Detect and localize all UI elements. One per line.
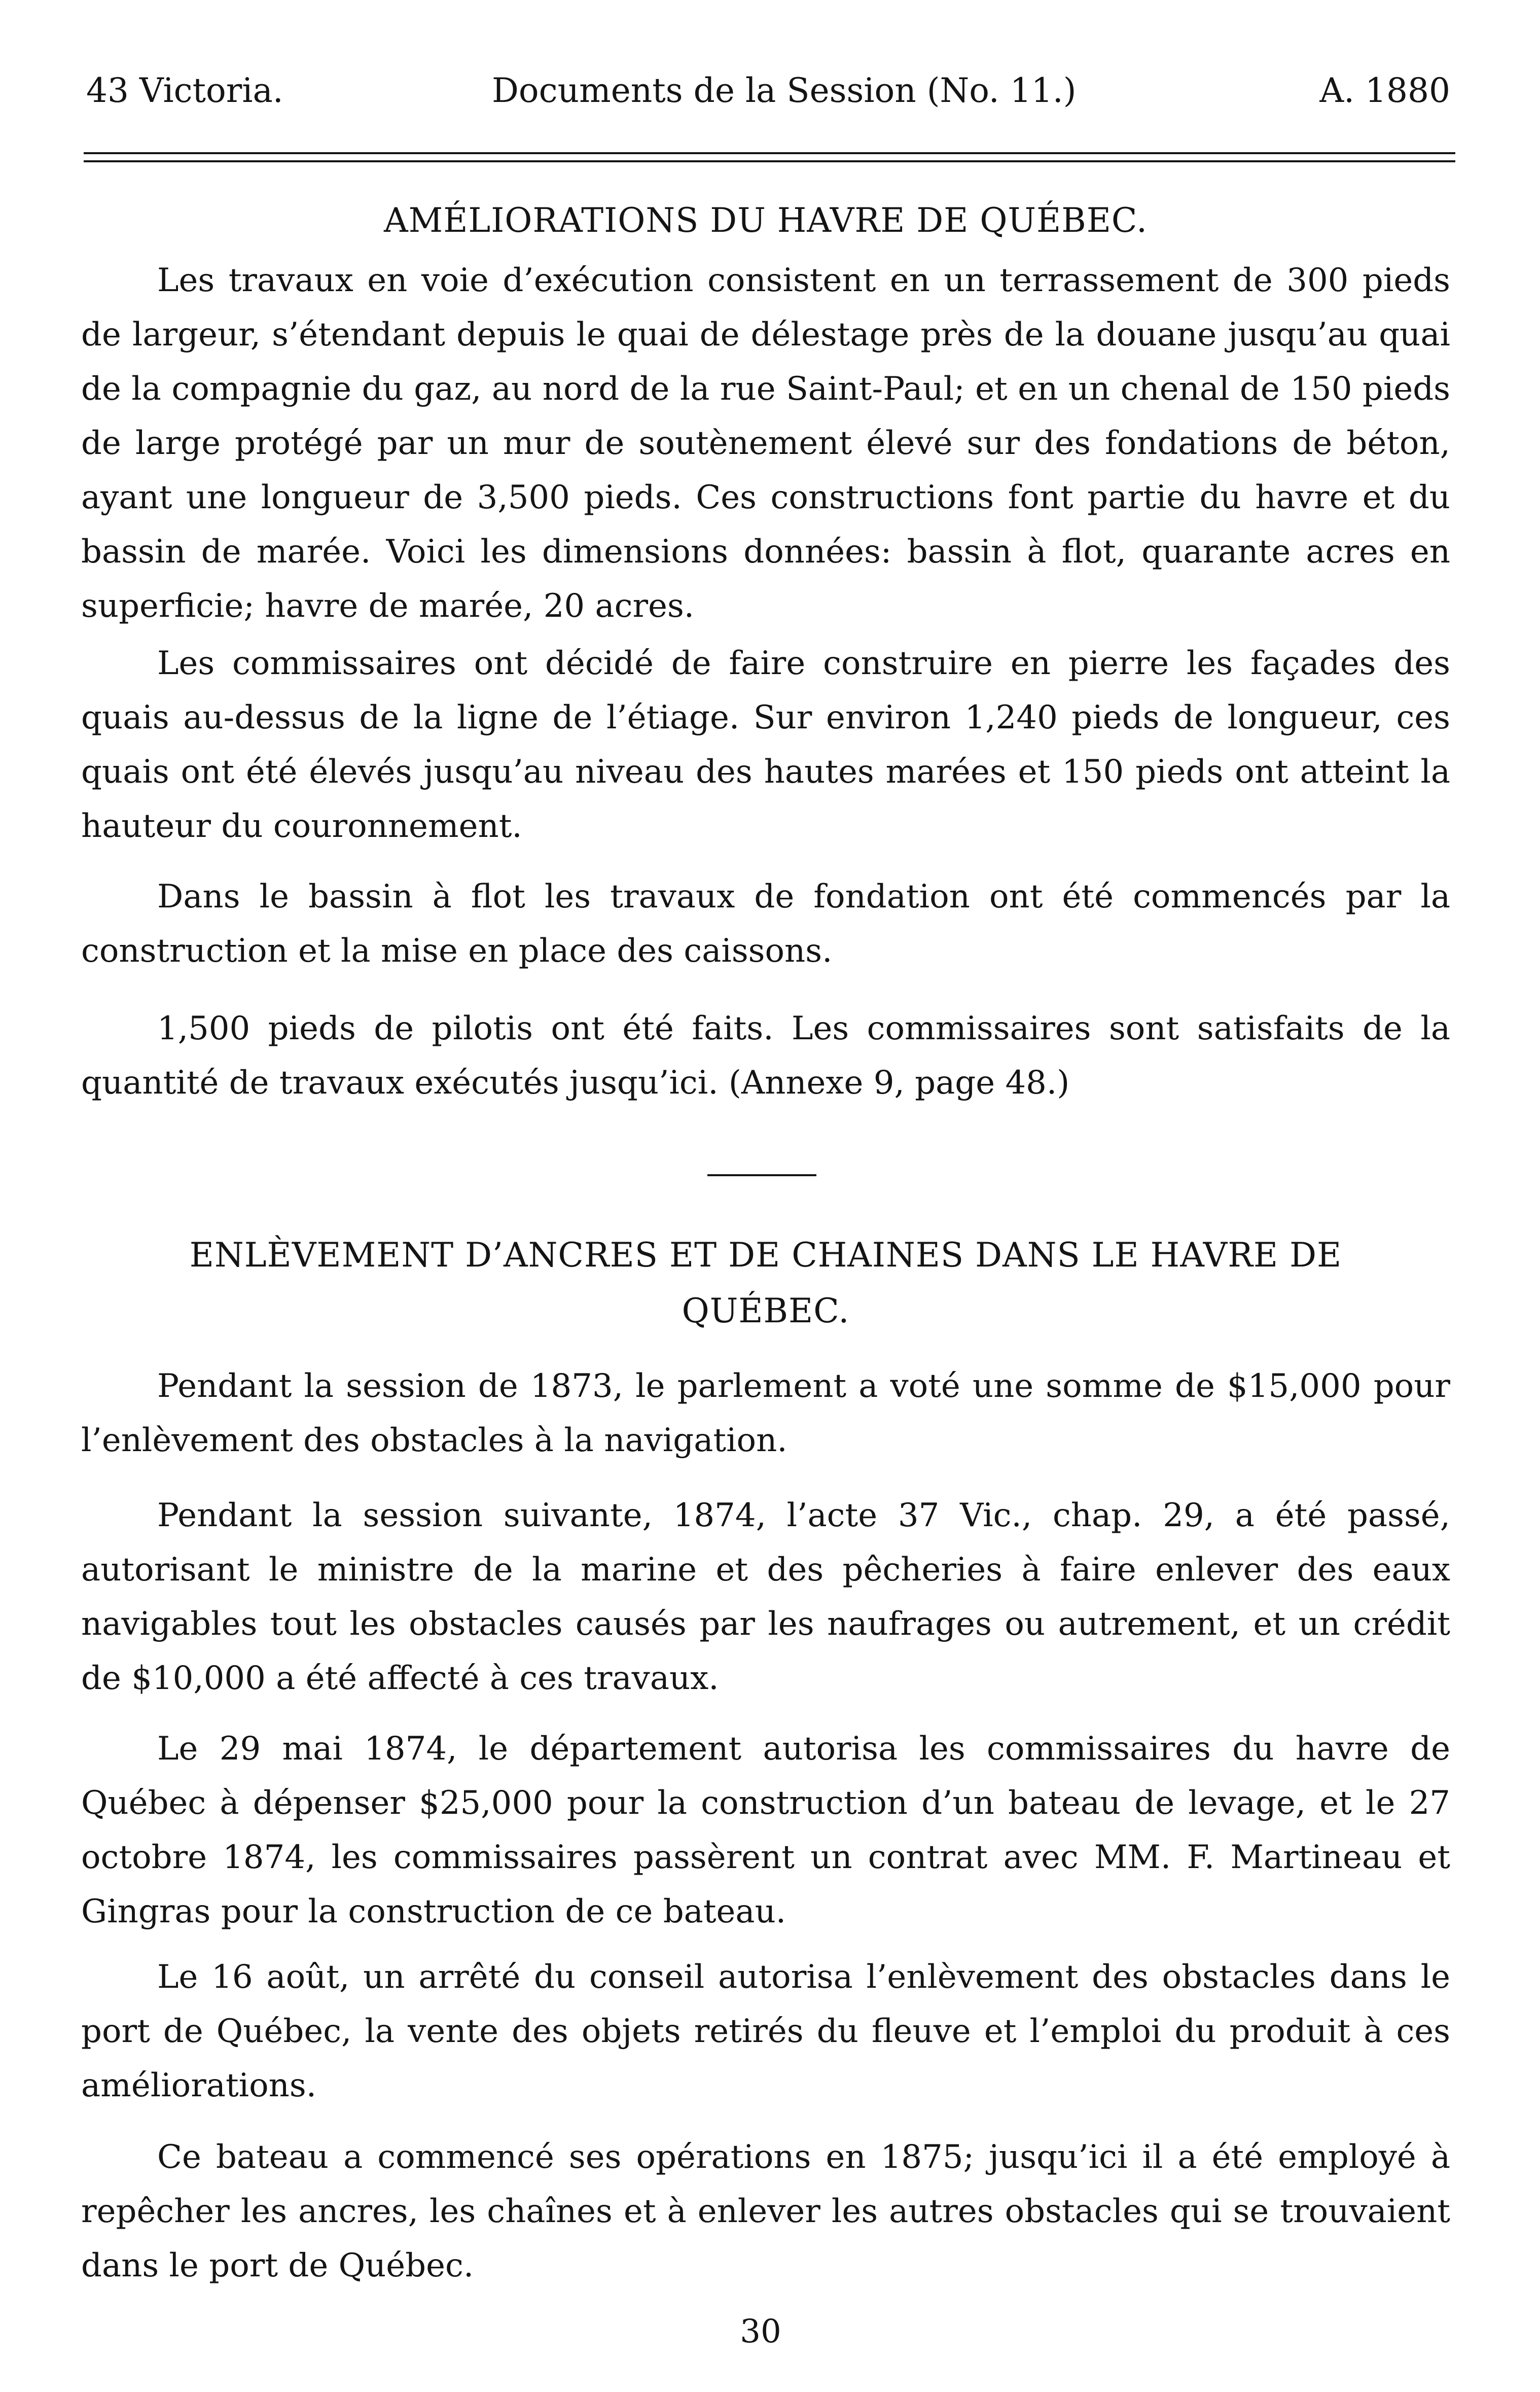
running-header bbox=[76, 71, 1455, 122]
paragraph: Pendant la session de 1873, le parlement a voté une somme de $15,000 pour l’enlèvement des obstacles à la navigation. bbox=[81, 1367, 1450, 1459]
paragraph: Dans le bassin à flot les travaux de fondation ont été commencés par la construction et la mise en place des caissons. bbox=[81, 878, 1450, 970]
header-right: A. 1880 bbox=[1319, 71, 1450, 110]
header-left: 43 Victoria. bbox=[86, 71, 283, 110]
paragraph: Ce bateau a commencé ses opérations en 1875; jusqu’ici il a été employé à repêcher les ancres, les chaînes et à enlever les autres obstacles qui se trouvaient dans le port de Québec. bbox=[81, 2138, 1450, 2284]
section-title-line-2: QUÉBEC. bbox=[682, 1291, 850, 1330]
header-rule-bottom bbox=[84, 160, 1455, 162]
paragraph: Le 29 mai 1874, le département autorisa les commissaires du havre de Québec à dépenser $25,000 pour la construction d’un bateau de levage, et le 27 octobre 1874, les commissaires passèrent un contrat avec MM. F. Martineau et Gingras pour la construction de ce bateau. bbox=[81, 1730, 1450, 1930]
paragraph: Pendant la session suivante, 1874, l’acte 37 Vic., chap. 29, a été passé, autorisant le ministre de la marine et des pêcheries à faire enlever des eaux navigables tout les obstacles causés par les naufrages ou autrement, et un crédit de $10,000 a été affecté à ces travaux. bbox=[81, 1497, 1450, 1697]
header-center: Documents de la Session (No. 11.) bbox=[492, 71, 1077, 110]
section-title-line-1: ENLÈVEMENT D’ANCRES ET DE CHAINES DANS LE HAVRE DE bbox=[189, 1236, 1342, 1275]
section-title-ameliorations: AMÉLIORATIONS DU HAVRE DE QUÉBEC. bbox=[383, 201, 1148, 240]
paragraph: Le 16 août, un arrêté du conseil autorisa l’enlèvement des obstacles dans le port de Québec, la vente des objets retirés du fleuve et l’emploi du produit à ces améliorations. bbox=[81, 1958, 1450, 2104]
page-number: 30 bbox=[740, 2313, 781, 2350]
paragraph: Les commissaires ont décidé de faire construire en pierre les façades des quais au-dessus de la ligne de l’étiage. Sur environ 1,240 pieds de longueur, ces quais ont été élevés jusqu’au niveau des hautes marées et 150 pieds ont atteint la hauteur du couronnement. bbox=[81, 645, 1450, 845]
paragraph: Les travaux en voie d’exécution consistent en un terrassement de 300 pieds de largeur, s’étendant depuis le quai de délestage près de la douane jusqu’au quai de la compagnie du gaz, au nord de la rue Saint-Paul; et en un chenal de 150 pieds de large protégé par un mur de soutènement élevé sur des fondations de béton, ayant une longueur de 3,500 pieds. Ces constructions font partie du havre et du bassin de marée. Voici les dimensions données: bassin à flot, quarante acres en superficie; havre de marée, 20 acres. bbox=[81, 262, 1450, 625]
paragraph: 1,500 pieds de pilotis ont été faits. Les commissaires sont satisfaits de la quantité de travaux exécutés jusqu’ici. (Annexe 9, page 48.) bbox=[81, 1010, 1450, 1102]
section-title-enlevement bbox=[76, 1227, 1455, 1339]
section-separator bbox=[707, 1174, 816, 1176]
header-rule-top bbox=[84, 152, 1455, 154]
